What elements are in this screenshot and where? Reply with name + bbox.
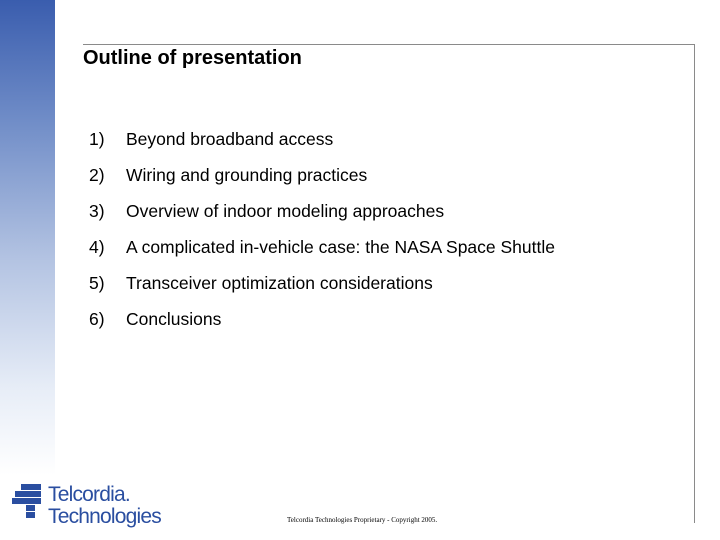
- item-text: A complicated in-vehicle case: the NASA Space Shuttle: [126, 237, 555, 257]
- outline-item-4: [89, 236, 555, 272]
- slide-title: Outline of presentation: [83, 47, 302, 69]
- side-accent-gradient: [0, 0, 55, 540]
- logo-text-telcordia: Telcordia.: [48, 483, 130, 506]
- item-text: Conclusions: [126, 309, 222, 329]
- footer-copyright: Telcordia Technologies Proprietary - Copyright 2005.: [287, 516, 438, 524]
- title-divider: [83, 44, 695, 45]
- telcordia-logo: [12, 483, 162, 531]
- item-text: Wiring and grounding practices: [126, 165, 368, 185]
- outline-item-6: [89, 308, 555, 344]
- outline-item-2: [89, 164, 555, 200]
- telcordia-logo-icon: [12, 483, 46, 523]
- item-number: 4): [89, 237, 105, 257]
- outline-item-3: [89, 200, 555, 236]
- logo-text-technologies: Technologies: [48, 505, 161, 528]
- item-number: 1): [89, 129, 105, 149]
- outline-item-5: [89, 272, 555, 308]
- item-text: Beyond broadband access: [126, 129, 334, 149]
- right-border-rule: [694, 44, 695, 523]
- item-number: 2): [89, 165, 105, 185]
- item-number: 6): [89, 309, 105, 329]
- item-text: Overview of indoor modeling approaches: [126, 201, 445, 221]
- item-number: 5): [89, 273, 105, 293]
- item-text: Transceiver optimization considerations: [126, 273, 433, 293]
- item-number: 3): [89, 201, 105, 221]
- outline-list: [89, 128, 555, 344]
- outline-item-1: [89, 128, 555, 164]
